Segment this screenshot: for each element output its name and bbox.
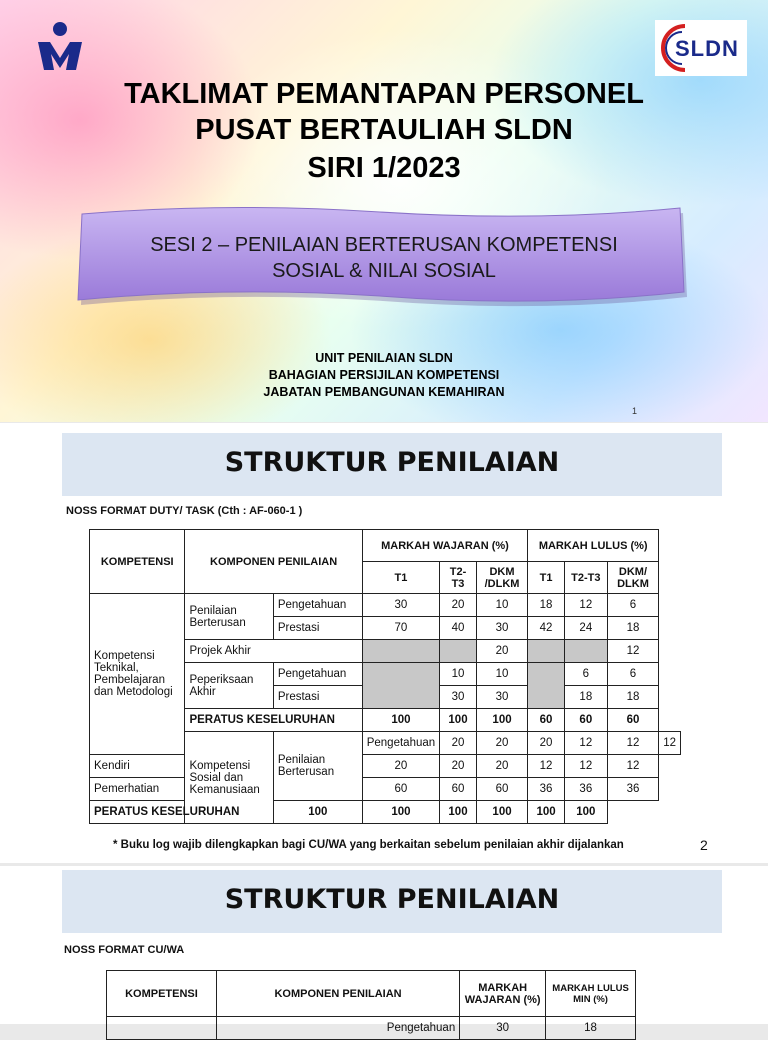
sub-header: T2-T3 — [440, 562, 477, 594]
jpk-logo-icon — [36, 20, 84, 72]
total-cell: 60 — [607, 709, 658, 732]
total-cell: 60 — [564, 709, 607, 732]
table-cell: 12 — [659, 732, 681, 755]
slide-heading: STRUKTUR PENILAIAN — [62, 870, 722, 933]
total-cell: 100 — [528, 801, 565, 824]
structure-slide-duty-task — [0, 423, 768, 863]
table-cell: 12 — [607, 755, 658, 778]
table-cell: 36 — [528, 778, 565, 801]
header-komponen: KOMPONEN PENILAIAN — [185, 530, 362, 594]
structure-slide-cu-wa — [0, 866, 768, 1034]
header-kompetensi: KOMPETENSI — [90, 530, 185, 594]
sub-header: T1 — [528, 562, 565, 594]
table-cell: 18 — [528, 594, 565, 617]
empty-cell — [528, 663, 565, 709]
row-label: Prestasi — [273, 686, 362, 709]
session-line-2: SOSIAL & NILAI SOSIAL — [272, 260, 496, 282]
table-cell: 20 — [476, 732, 527, 755]
total-cell: 100 — [564, 801, 607, 824]
total-cell: 100 — [476, 709, 527, 732]
table-cell: 20 — [440, 755, 477, 778]
unit-line-1: UNIT PENILAIAN SLDN — [315, 351, 453, 365]
table-cell: 20 — [362, 755, 439, 778]
empty-cell — [564, 640, 607, 663]
empty-cell — [528, 640, 565, 663]
assessment-table-cu-wa — [106, 970, 636, 1040]
table-cell: 10 — [476, 594, 527, 617]
table-cell: 24 — [564, 617, 607, 640]
table-cell: 36 — [564, 778, 607, 801]
total-cell: 100 — [362, 801, 439, 824]
table-cell: 70 — [362, 617, 439, 640]
header-markah-lulus: MARKAH LULUS (%) — [528, 530, 659, 562]
total-cell: 100 — [273, 801, 362, 824]
table-cell: 12 — [607, 732, 658, 755]
table-cell: 12 — [564, 755, 607, 778]
total-label: PERATUS KESELURUHAN — [185, 709, 362, 732]
table-cell: 18 — [564, 686, 607, 709]
table-cell: 30 — [476, 617, 527, 640]
sldn-logo — [655, 20, 747, 76]
row-label: Kendiri — [90, 755, 185, 778]
title-line-2: PUSAT BERTAULIAH SLDN — [195, 114, 573, 146]
total-label: PERATUS KESELURUHAN — [90, 801, 274, 824]
table-cell: 20 — [440, 594, 477, 617]
sub-header: DKM/ DLKM — [607, 562, 658, 594]
total-cell: 100 — [440, 801, 477, 824]
page-number: 1 — [632, 406, 638, 416]
row-label: Prestasi — [273, 617, 362, 640]
table-cell: 6 — [607, 663, 658, 686]
table-cell: 20 — [440, 732, 477, 755]
table-cell: 20 — [476, 640, 527, 663]
row-label: Projek Akhir — [185, 640, 362, 663]
empty-cell — [440, 640, 477, 663]
unit-line-2: BAHAGIAN PERSIJILAN KOMPETENSI — [268, 368, 500, 382]
table-cell: 30 — [440, 686, 477, 709]
table-cell: 30 — [476, 686, 527, 709]
table-cell: 30 — [460, 1017, 546, 1040]
total-cell: 100 — [362, 709, 439, 732]
title-slide — [0, 0, 768, 422]
header-markah-wajaran: MARKAH WAJARAN (%) — [460, 971, 546, 1017]
table-cell: 36 — [607, 778, 658, 801]
total-cell: 100 — [440, 709, 477, 732]
header-komponen: KOMPONEN PENILAIAN — [216, 971, 459, 1017]
group-teknikal: Kompetensi Teknikal, Pembelajaran dan Metodologi — [90, 594, 185, 755]
empty-cell — [362, 663, 439, 709]
row-label: Pengetahuan — [273, 594, 362, 617]
table-cell: 42 — [528, 617, 565, 640]
total-cell: 100 — [476, 801, 527, 824]
table-cell: 6 — [607, 594, 658, 617]
table-cell — [107, 1017, 217, 1040]
noss-subtitle: NOSS FORMAT CU/WA — [64, 944, 185, 956]
table-cell: 18 — [607, 686, 658, 709]
sub-header: T1 — [362, 562, 439, 594]
table-cell: 12 — [528, 755, 565, 778]
row-label: Pemerhatian — [90, 778, 185, 801]
table-cell: 12 — [607, 640, 658, 663]
header-markah-wajaran: MARKAH WAJARAN (%) — [362, 530, 527, 562]
table-cell: 12 — [564, 732, 607, 755]
komponen-penilaian-berterusan: Penilaian Berterusan — [185, 594, 273, 640]
sub-header: T2-T3 — [564, 562, 607, 594]
table-cell: 60 — [440, 778, 477, 801]
table-cell: 18 — [607, 617, 658, 640]
slide-heading: STRUKTUR PENILAIAN — [62, 433, 722, 496]
header-markah-lulus-min: MARKAH LULUS MIN (%) — [546, 971, 636, 1017]
table-cell: 10 — [476, 663, 527, 686]
unit-line-3: JABATAN PEMBANGUNAN KEMAHIRAN — [263, 385, 505, 399]
table-cell: 12 — [564, 594, 607, 617]
row-label: Pengetahuan — [362, 732, 439, 755]
empty-cell — [362, 640, 439, 663]
assessment-table — [89, 529, 681, 824]
page-number: 2 — [700, 837, 708, 853]
table-cell: 20 — [476, 755, 527, 778]
session-title — [84, 232, 684, 284]
header-kompetensi: KOMPETENSI — [107, 971, 217, 1017]
footnote: * Buku log wajib dilengkapkan bagi CU/WA yang berkaitan sebelum penilaian akhir dijalankan — [113, 839, 624, 851]
total-cell: 60 — [528, 709, 565, 732]
sldn-logo-text: SLDN — [675, 36, 739, 61]
table-cell: 30 — [362, 594, 439, 617]
komponen-penilaian-berterusan: Penilaian Berterusan — [273, 732, 362, 801]
table-cell: 60 — [476, 778, 527, 801]
session-line-1: SESI 2 – PENILAIAN BERTERUSAN KOMPETENSI — [150, 234, 618, 256]
noss-subtitle: NOSS FORMAT DUTY/ TASK (Cth : AF-060-1 ) — [66, 505, 303, 517]
table-cell: 60 — [362, 778, 439, 801]
table-cell: 6 — [564, 663, 607, 686]
table-cell: 20 — [528, 732, 565, 755]
table-cell: 18 — [546, 1017, 636, 1040]
table-cell: 40 — [440, 617, 477, 640]
table-cell: 10 — [440, 663, 477, 686]
group-sosial: Kompetensi Sosial dan Kemanusiaan — [185, 732, 273, 824]
row-label: Pengetahuan — [216, 1017, 459, 1040]
sub-header: DKM /DLKM — [476, 562, 527, 594]
komponen-peperiksaan-akhir: Peperiksaan Akhir — [185, 663, 273, 709]
row-label: Pengetahuan — [273, 663, 362, 686]
title-line-1: TAKLIMAT PEMANTAPAN PERSONEL — [124, 78, 644, 110]
title-line-3: SIRI 1/2023 — [307, 152, 461, 184]
